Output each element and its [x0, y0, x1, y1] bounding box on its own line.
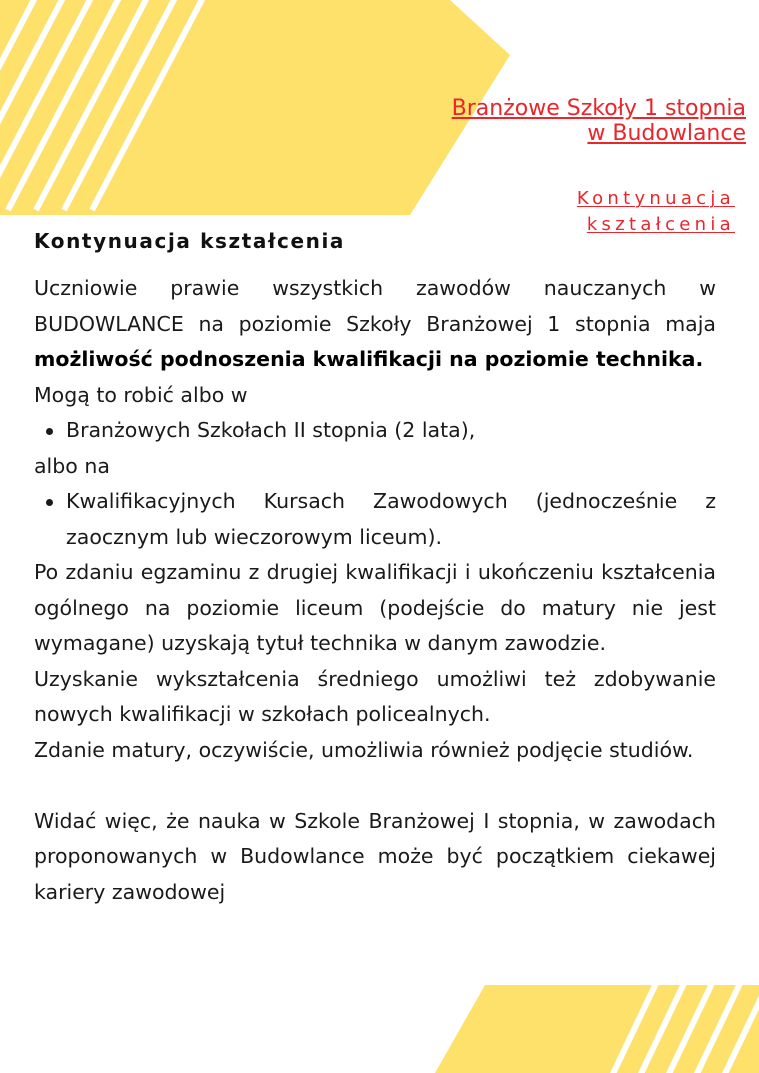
list-item: [66, 484, 716, 555]
topic-subtitle-line2: kształcenia: [586, 214, 735, 235]
spacer: [34, 768, 716, 804]
body-content: [34, 271, 716, 910]
list-item: [66, 413, 716, 449]
section-title: Kontynuacja kształcenia: [34, 229, 345, 253]
paragraph-intro-bold: możliwość podnoszenia kwalifikacji na poziomie technika.: [34, 347, 704, 371]
paragraph-or: albo na: [34, 453, 110, 478]
list-item-text: Branżowych Szkołach II stopnia (2 lata),: [66, 418, 476, 442]
school-title-line2: w Budowlance: [587, 121, 746, 146]
bottom-yellow-shape: [435, 985, 759, 1073]
bullet-icon: [46, 428, 53, 435]
school-title: [452, 96, 746, 146]
paragraph-exam: Po zdaniu egzaminu z drugiej kwalifikacji i ukończeniu kształcenia ogólnego na poziomie liceum (podejście do matury nie jest wymagane) uzyskają tytuł technika w danym zawodzie.: [34, 560, 716, 655]
list-item-text: Kwalifikacyjnych Kursach Zawodowych (jednocześnie z zaocznym lub wieczorowym liceum).: [66, 489, 716, 549]
paragraph-matura: Zdanie matury, oczywiście, umożliwia również podjęcie studiów.: [34, 737, 694, 762]
options-list-1: [34, 413, 716, 449]
options-list-2: [34, 484, 716, 555]
paragraph-secondary: Uzyskanie wykształcenia średniego umożliwi też zdobywanie nowych kwalifikacji w szkołach policealnych.: [34, 666, 716, 726]
school-title-line1: Branżowe Szkoły 1 stopnia: [451, 96, 746, 121]
bullet-icon: [46, 499, 53, 506]
paragraph-intro-text: Uczniowie prawie wszystkich zawodów nauczanych w BUDOWLANCE na poziomie Szkoły Branżowej 1 stopnia maja: [34, 276, 716, 336]
paragraph-intro: [34, 271, 716, 378]
paragraph-options: Mogą to robić albo w: [34, 382, 248, 407]
paragraph-conclusion: Widać więc, że nauka w Szkole Branżowej I stopnia, w zawodach proponowanych w Budowlance może być początkiem ciekawej kariery zawodowej: [34, 808, 716, 904]
topic-subtitle-line1: Kontynuacja: [576, 188, 735, 209]
topic-subtitle: [577, 186, 735, 238]
